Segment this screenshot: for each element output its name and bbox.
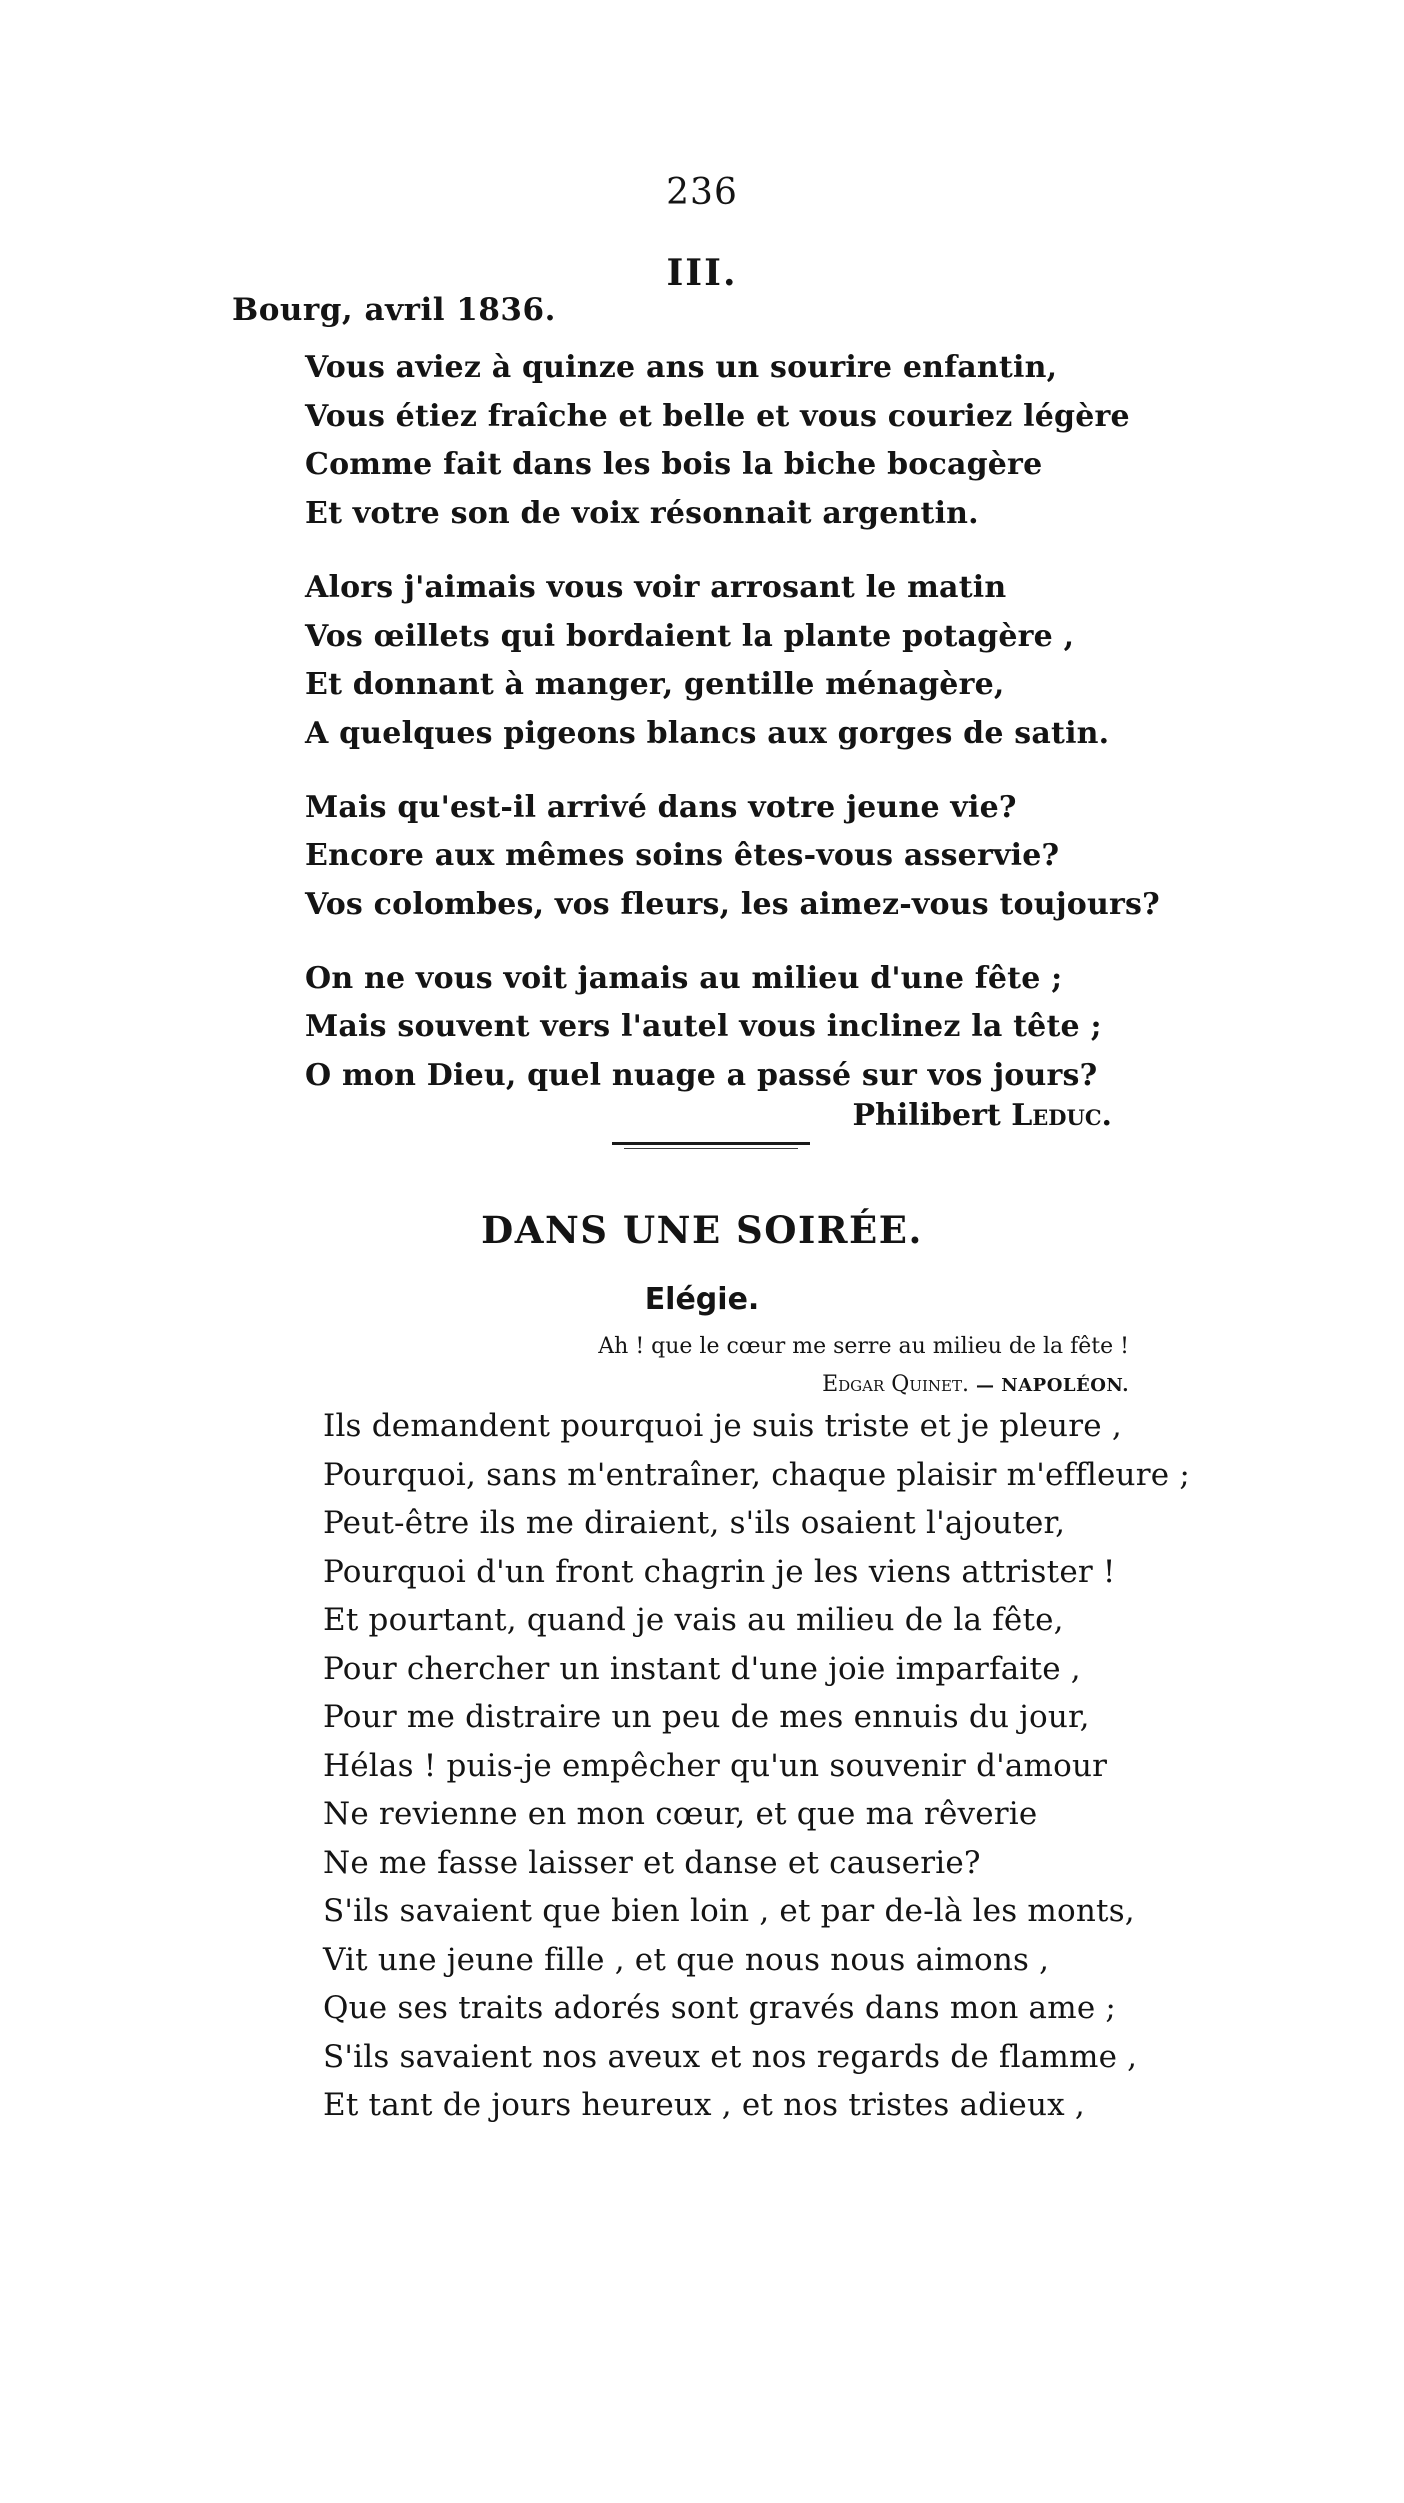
poem-line: Hélas ! puis-je empêcher qu'un souvenir d'amour [323, 1747, 1108, 1784]
epigraph-work: — NAPOLÉON. [975, 1375, 1129, 1396]
dateline: Bourg, avril 1836. [232, 292, 556, 328]
poem-line: Vos œillets qui bordaient la plante potagère , [305, 618, 1075, 654]
poem-line: Mais qu'est-il arrivé dans votre jeune vie? [305, 789, 1017, 825]
second-poem [323, 1402, 1223, 2130]
poem-line: Et pourtant, quand je vais au milieu de la fête, [323, 1602, 1064, 1638]
poem-line: Alors j'aimais vous voir arrosant le matin [305, 569, 1007, 605]
poem-line: S'ils savaient nos aveux et nos regards de flamme , [323, 2038, 1138, 2075]
poem-line: A quelques pigeons blancs aux gorges de satin. [305, 715, 1110, 751]
poem-line: S'ils savaient que bien loin , et par de-là les monts, [323, 1893, 1135, 1929]
poem-line: Que ses traits adorés sont gravés dans mon ame ; [323, 1990, 1117, 2026]
epigraph [598, 1328, 1129, 1405]
poem-line: Encore aux mêmes soins êtes-vous asservie? [305, 838, 1060, 874]
poem-line: Peut-être ils me diraient, s'ils osaient l'ajouter, [323, 1505, 1066, 1541]
poem-line: Ne revienne en mon cœur, et que ma rêverie [323, 1796, 1038, 1832]
poem-line: O mon Dieu, quel nuage a passé sur vos jours? [305, 1058, 1098, 1094]
section-divider [612, 1142, 810, 1151]
poem-line: Et tant de jours heureux , et nos tristes adieux , [323, 2087, 1085, 2123]
poem-line: Vos colombes, vos fleurs, les aimez-vous toujours? [305, 887, 1160, 923]
poem-subtitle: Elégie. [644, 1282, 760, 1317]
stanza-4 [305, 955, 1205, 1101]
poem-line: Et votre son de voix résonnait argentin. [305, 496, 979, 532]
epigraph-author: Edgar Quinet. [822, 1372, 969, 1397]
author-signature [852, 1098, 1112, 1133]
first-poem [305, 344, 1205, 1126]
poem-line: Comme fait dans les bois la biche bocagère [305, 447, 1043, 483]
poem-line: Vit une jeune fille , et que nous nous aimons , [323, 1941, 1050, 1978]
stanza-2 [305, 564, 1205, 759]
poem-line: Mais souvent vers l'autel vous inclinez la tête ; [305, 1009, 1102, 1045]
poem-line: Ne me fasse laisser et danse et causerie? [323, 1844, 981, 1881]
section-numeral: III. [666, 252, 738, 294]
poem-line: Pour chercher un instant d'une joie imparfaite , [323, 1650, 1081, 1687]
poem-line: Pour me distraire un peu de mes ennuis du jour, [323, 1699, 1090, 1735]
stanza-3 [305, 784, 1205, 930]
poem-line: Et donnant à manger, gentille ménagère, [305, 667, 1005, 703]
poem-title: DANS UNE SOIRÉE. [481, 1208, 923, 1252]
poem-line: Pourquoi d'un front chagrin je les viens attrister ! [323, 1553, 1116, 1590]
divider-thin-line [624, 1148, 798, 1149]
signature-first-name: Philibert [852, 1098, 1001, 1133]
poem-line: Vous étiez fraîche et belle et vous couriez légère [305, 398, 1130, 434]
page-number: 236 [666, 172, 738, 213]
divider-thick-line [612, 1142, 810, 1145]
poem-line: On ne vous voit jamais au milieu d'une fête ; [305, 960, 1063, 996]
poem-line: Ils demandent pourquoi je suis triste et je pleure , [323, 1408, 1122, 1444]
epigraph-source [598, 1366, 1129, 1405]
poem-line: Vous aviez à quinze ans un sourire enfantin, [305, 350, 1058, 385]
poem-line: Pourquoi, sans m'entraîner, chaque plaisir m'effleure ; [323, 1456, 1190, 1493]
stanza-1 [305, 344, 1205, 539]
signature-last-name: Leduc. [1011, 1098, 1112, 1133]
epigraph-quote: Ah ! que le cœur me serre au milieu de la fête ! [598, 1334, 1129, 1359]
